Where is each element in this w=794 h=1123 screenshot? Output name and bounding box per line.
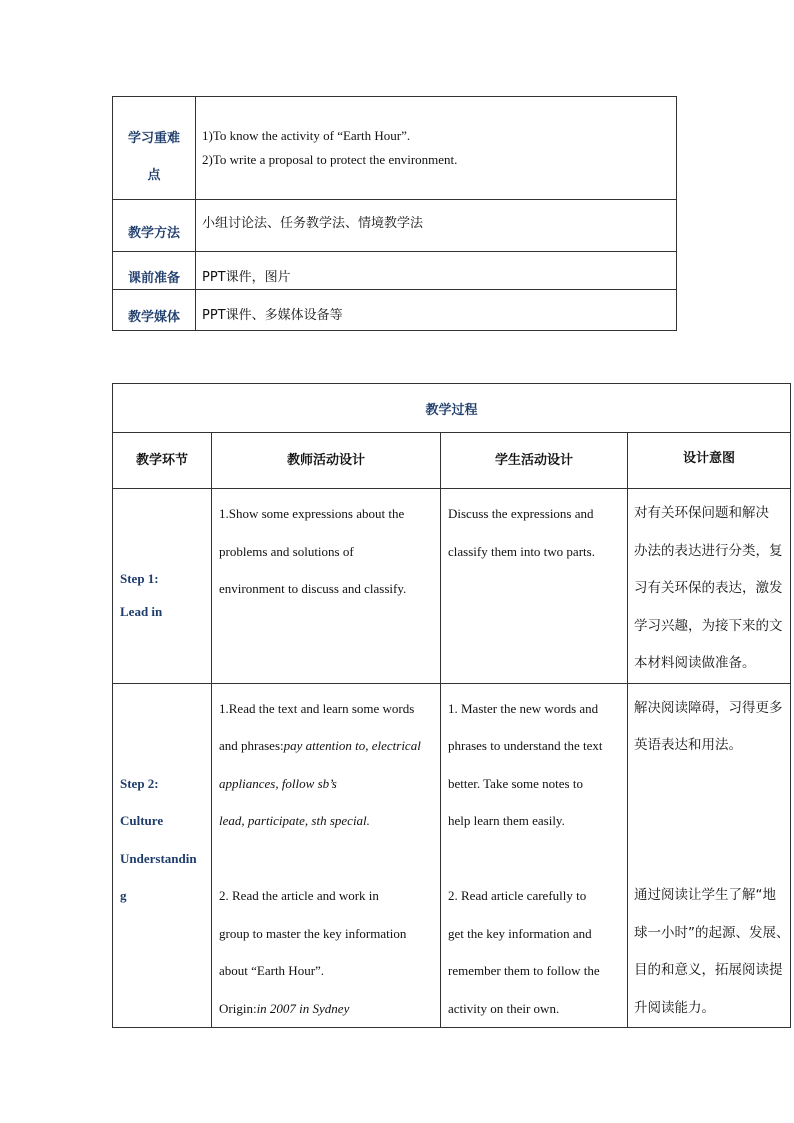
info-table [112, 96, 677, 331]
value-key-difficult-points: 1)To know the activity of “Earth Hour”. 2)To write a proposal to protect the environment. [196, 97, 677, 200]
header-teacher-activity: 教师活动设计 [212, 433, 441, 489]
value-teaching-method: 小组讨论法、任务教学法、情境教学法 [196, 200, 677, 252]
step1-student-activity: Discuss the expressions and classify them into two parts. [441, 489, 628, 684]
header-stage: 教学环节 [113, 433, 212, 489]
step2-student-activity: 1. Master the new words and phrases to understand the text better. Take some notes to help learn them easily. 2. Read article carefully to get the key information and remember them to follow the activity on their own. [441, 683, 628, 1028]
step1-teacher-activity: 1.Show some expressions about the problems and solutions of environment to discuss and classify. [212, 489, 441, 684]
step1-design-intent: 对有关环保问题和解决 办法的表达进行分类，复 习有关环保的表达，激发 学习兴趣，为接下来的文 本材料阅读做准备。 [628, 489, 791, 684]
label-media: 教学媒体 [113, 290, 196, 331]
header-student-activity: 学生活动设计 [441, 433, 628, 489]
step2-design-intent: 解决阅读障碍，习得更多 英语表达和用法。 通过阅读让学生了解“地 球一小时”的起源、发展、 目的和意义，拓展阅读提 升阅读能力。 [628, 683, 791, 1028]
step2-teacher-activity: 1.Read the text and learn some words and phrases:pay attention to, electrical appliances, follow sb’s lead, participate, sth special. 2. Read the article and work in group to master the key information about “Earth Hour”. Origin:in 2007 in Sydney [212, 683, 441, 1028]
value-preparation: PPT课件，图片 [196, 252, 677, 290]
value-media: PPT课件、多媒体设备等 [196, 290, 677, 331]
teaching-process-table [112, 383, 791, 1028]
step2-label: Step 2: Culture Understandin g [113, 683, 212, 1028]
header-design-intent: 设计意图 [628, 433, 791, 489]
label-preparation: 课前准备 [113, 252, 196, 290]
step1-label: Step 1: Lead in [113, 489, 212, 684]
label-teaching-method: 教学方法 [113, 200, 196, 252]
label-key-difficult-points: 学习重难 点 [113, 97, 196, 200]
table-title: 教学过程 [113, 384, 791, 433]
